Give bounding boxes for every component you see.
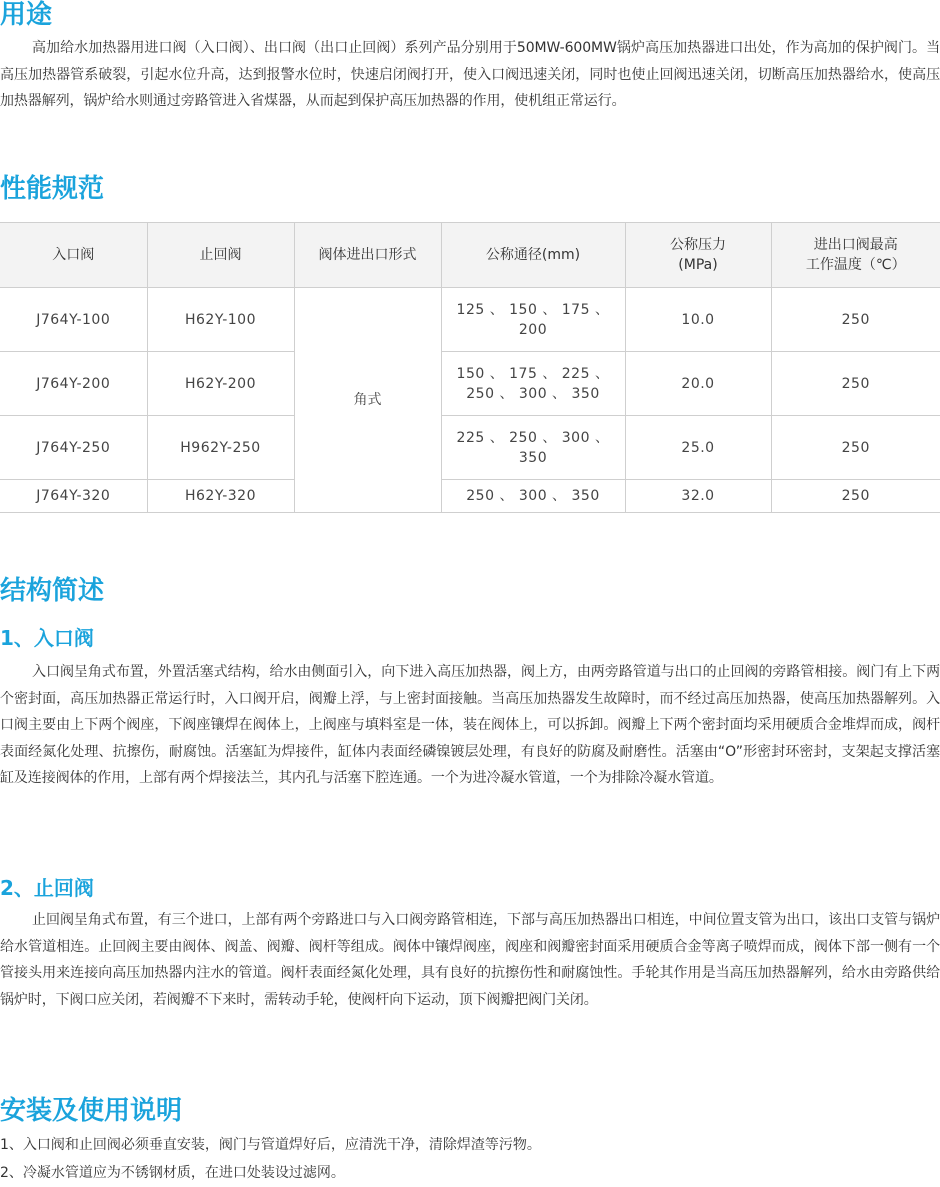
inlet-valve-cell: J764Y-200: [0, 352, 147, 416]
header-body-form: 阀体进出口形式: [294, 223, 441, 288]
inlet-valve-cell: J764Y-320: [0, 480, 147, 513]
header-nominal-pressure: 公称压力 (MPa): [625, 223, 771, 288]
inlet-valve-cell: J764Y-250: [0, 416, 147, 480]
header-max-temp: 进出口阀最高 工作温度（℃）: [771, 223, 940, 288]
temperature-cell: 250: [771, 480, 940, 513]
header-check-valve: 止回阀: [147, 223, 294, 288]
header-inlet-valve: 入口阀: [0, 223, 147, 288]
check-valve-cell: H62Y-200: [147, 352, 294, 416]
temperature-cell: 250: [771, 288, 940, 352]
check-valve-paragraph: 止回阀呈角式布置，有三个进口，上部有两个旁路进口与入口阀旁路管相连，下部与高压加热器出口相连，中间位置支管为出口，该出口支管与锅炉给水管道相连。止回阀主要由阀体、阀盖、阀瓣、阀杆等组成。阀体中镶焊阀座，阀座和阀瓣密封面采用硬质合金等离子喷焊而成，阀体下部一侧有一个管接头用来连接向高压加热器内注水的管道。阀杆表面经氮化处理，具有良好的抗擦伤性和耐腐蚀性。手轮其作用是当高压加热器解列，给水由旁路供给锅炉时，下阀口应关闭，若阀瓣不下来时，需转动手轮，使阀杆向下运动，顶下阀瓣把阀门关闭。: [0, 912, 940, 1008]
spec-header-row: [0, 223, 940, 288]
list-item: 1、入口阀和止回阀必须垂直安装，阀门与管道焊好后，应清洗干净，清除焊渣等污物。: [0, 1137, 541, 1153]
table-row: [0, 416, 940, 480]
temperature-cell: 250: [771, 416, 940, 480]
spec-table: [0, 222, 940, 513]
body-form-cell: 角式: [294, 288, 441, 513]
structure-heading: 结构简述: [0, 576, 105, 606]
install-heading: 安装及使用说明: [0, 1096, 183, 1126]
table-row: [0, 288, 940, 352]
header-nominal-size: 公称通径(mm): [441, 223, 625, 288]
pressure-cell: 20.0: [625, 352, 771, 416]
check-valve-heading: 2、止回阀: [0, 876, 94, 900]
install-list: [0, 1131, 940, 1187]
inlet-valve-heading: 1、入口阀: [0, 626, 94, 650]
usage-heading: 用途: [0, 0, 53, 30]
pressure-cell: 10.0: [625, 288, 771, 352]
nominal-size-cell: 250 、 300 、 350: [441, 480, 625, 513]
pressure-cell: 25.0: [625, 416, 771, 480]
table-row: [0, 480, 940, 513]
nominal-size-cell: 150 、 175 、 225 、 250 、 300 、 350: [441, 352, 625, 416]
check-valve-cell: H62Y-100: [147, 288, 294, 352]
check-valve-cell: H62Y-320: [147, 480, 294, 513]
usage-paragraph: 高加给水加热器用进口阀（入口阀）、出口阀（出口止回阀）系列产品分别用于50MW-600MW锅炉高压加热器进口出处，作为高加的保护阀门。当高压加热器管系破裂，引起水位升高，达到报警水位时，快速启闭阀打开，使入口阀迅速关闭，同时也使止回阀迅速关闭，切断高压加热器给水，使高压加热器解列，锅炉给水则通过旁路管进入省煤器，从而起到保护高压加热器的作用，使机组正常运行。: [0, 40, 940, 109]
pressure-cell: 32.0: [625, 480, 771, 513]
inlet-valve-cell: J764Y-100: [0, 288, 147, 352]
nominal-size-cell: 125 、 150 、 175 、 200: [441, 288, 625, 352]
temperature-cell: 250: [771, 352, 940, 416]
spec-heading: 性能规范: [0, 174, 105, 204]
check-valve-cell: H962Y-250: [147, 416, 294, 480]
inlet-valve-paragraph: 入口阀呈角式布置，外置活塞式结构，给水由侧面引入，向下进入高压加热器，阀上方，由两旁路管道与出口的止回阀的旁路管相接。阀门有上下两个密封面，高压加热器正常运行时，入口阀开启，阀瓣上浮，与上密封面接触。当高压加热器发生故障时，而不经过高压加热器，使高压加热器解列。入口阀主要由上下两个阀座，下阀座镶焊在阀体上，上阀座与填料室是一体，装在阀体上，可以拆卸。阀瓣上下两个密封面均采用硬质合金堆焊而成，阀杆表面经氮化处理、抗擦伤，耐腐蚀。活塞缸为焊接件，缸体内表面经磷镍镀层处理，有良好的防腐及耐磨性。活塞由“O”形密封环密封，支架起支撑活塞缸及连接阀体的作用，上部有两个焊接法兰，其内孔与活塞下腔连通。一个为进冷凝水管道，一个为排除冷凝水管道。: [0, 664, 940, 786]
nominal-size-cell: 225 、 250 、 300 、 350: [441, 416, 625, 480]
table-row: [0, 352, 940, 416]
list-item: 2、冷凝水管道应为不锈钢材质，在进口处装设过滤网。: [0, 1165, 345, 1181]
